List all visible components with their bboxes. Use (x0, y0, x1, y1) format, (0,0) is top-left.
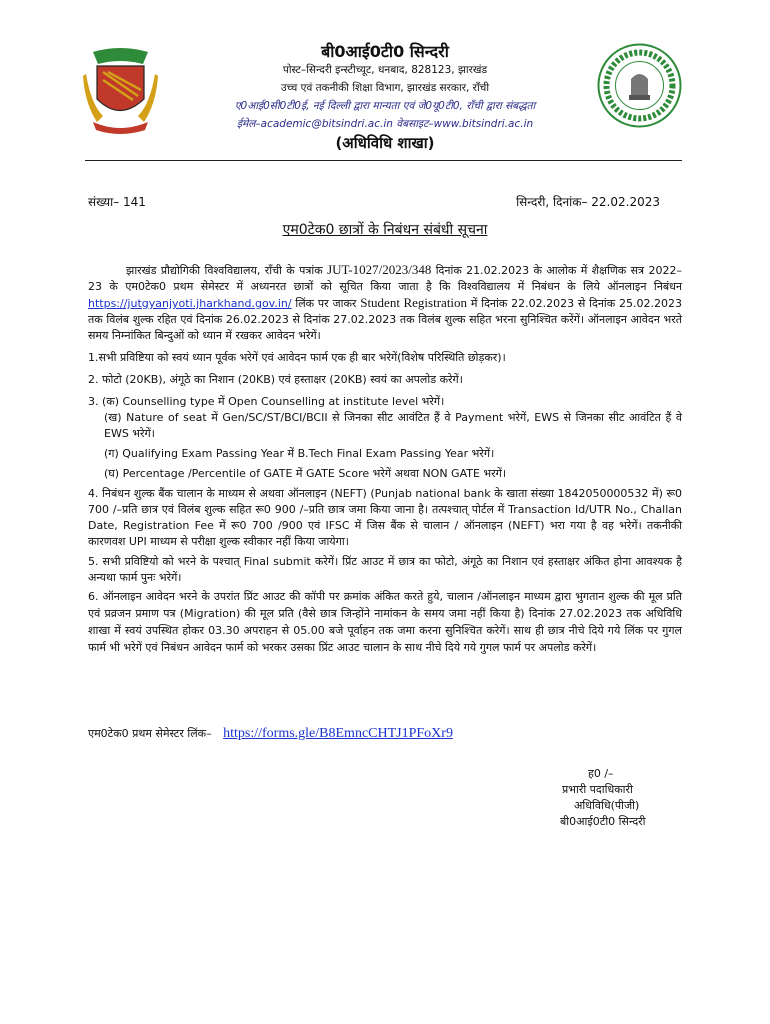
letter-number: संख्या– 141 (88, 195, 146, 209)
instruction-3a: 3. (क) Counselling type में Open Counselling at institute level भरेगें। (88, 395, 445, 408)
instruction-3d: (घ) Percentage /Percentile of GATE में GATE Score भरेगें अथवा NON GATE भरगें। (104, 467, 507, 480)
signature-block (560, 766, 680, 830)
subject-heading: एम0टेक0 छात्रों के निबंधन संबंधी सूचना (282, 222, 488, 238)
intro-text-d: में दिनांक 22.02.2023 से दिनांक 25.02.2023 तक विलंब शुल्क रहित एवं दिनांक 26.02.2023 से दिनांक 27.02.2023 तक विलंब शुल्क सहित भरना सुनिश्चित करेंगें। ऑनलाइन आवेदन भरते समय निम्नांकित बिन्दुओं को ध्यान में रखकर आवेदन भरेगें। (88, 297, 682, 342)
registration-portal-link[interactable]: https://jutgyanjyoti.jharkhand.gov.in/ (88, 297, 292, 310)
department-line: उच्च एवं तकनीकी शिक्षा विभाग, झारखंड सरकार, राँची (280, 82, 490, 94)
instruction-5: 5. सभी प्रविष्टियो को भरने के पश्चात् Final submit करेगें। प्रिंट आउट में छात्र का फोटो, अंगूठे का निशान एवं हस्ताक्षर अंकित होना आवश्यक है अन्यथा फार्म पुनः भरेगें। (88, 555, 682, 584)
instruction-4: 4. निबंधन शुल्क बैंक चालान के माध्यम से अथवा ऑनलाइन (NEFT) (Punjab national bank के खाता संख्या 1842050000532 में) रू0 700 /–प्रति छात्र एवं विलंब शुल्क सहित रू0 900 /–प्रति छात्र जमा किया जाना है। तत्पश्चात् पोर्टल में Transaction Id/UTR No., Challan Date, Registration Fee में रू0 700 /900 एवं IFSC में जिस बैंक से चालान / ऑनलाइन (NEFT) भरा गया है वह भरेगें। तकनीकी कारणवश UPI माध्यम से परीक्षा शुल्क स्वीकार नहीं किया जायेगा। (88, 487, 682, 548)
signature-mark: ह0 /– (588, 767, 614, 780)
institute-name: बी0आई0टी0 सिन्दरी (321, 42, 449, 61)
form-link-line (88, 726, 453, 742)
intro-paragraph (88, 262, 682, 344)
institute-address: पोस्ट–सिन्दरी इन्स्टीच्यूट, धनबाद, 828123, झारखंड (282, 64, 488, 76)
letter-date: सिन्दरी, दिनांक– 22.02.2023 (516, 195, 660, 209)
notice-body (88, 262, 682, 656)
intro-text-b: दिनांक 21.02.2023 के आलोक में शैक्षणिक सत्र 2022–23 के एम0टेक0 प्रथम सेमेस्टर में अध्यनरत छात्रों को सूचित किया जाता है कि विश्वविद्यालय में निबंधन के लिये ऑनलाइन निबंधन (88, 264, 682, 293)
instruction-3c: (ग) Qualifying Exam Passing Year में B.Tech Final Exam Passing Year भरेगें। (104, 447, 495, 460)
signature-institute: बी0आई0टी0 सिन्दरी (560, 815, 646, 828)
affiliation-line: ए0आई0सी0टी0ई, नई दिल्ली द्वारा मान्यता एवं जे0यू0टी0, राँची द्वारा संबद्धता (234, 100, 536, 112)
header-divider (85, 160, 682, 161)
form-link-label: एम0टेक0 प्रथम सेमेस्टर लिंक– (88, 727, 212, 740)
google-form-link[interactable]: https://forms.gle/B8EmncCHTJ1PFoXr9 (223, 726, 453, 741)
letter-reference: JUT-1027/2023/348 (327, 262, 432, 277)
branch-name: (अधिविधि शाखा) (335, 134, 435, 152)
instruction-6: 6. ऑनलाइन आवेदन भरने के उपरांत प्रिंट आउट की कॉपी पर क्रमांक अंकित करते हुये, चालान /ऑनलाइन माध्यम द्वारा भुगतान शुल्क की मूल प्रति एवं प्रव्रजन प्रमाण पत्र (Migration) की मूल प्रति (वैसे छात्र जिन्होंने नामांकन के समय जमा नहीं किया है) दिनांक 27.02.2023 तक अधिविधि शाखा में स्वयं उपस्थित होकर 03.30 अपराहन से 05.00 बजे पूर्वाहन तक जमा करना सुनिश्चित करेगें। साथ ही छात्र नीचे दिये गये लिंक पर गुगल फार्म भी भरेगें एवं निबंधन आवेदन फार्म को भरकर उसका प्रिंट आउट चालान के साथ नीचे दिये गये गुगल फार्म पर अपलोड करेगें। (88, 590, 682, 654)
instruction-2: 2. फोटो (20KB), अंगूठे का निशान (20KB) एवं हस्ताक्षर (20KB) स्वयं का अपलोड करेगें। (88, 373, 463, 386)
intro-text-a: झारखंड प्रौद्योगिकी विश्वविद्यालय, राँची के पत्रांक (126, 264, 328, 277)
instruction-1: 1.सभी प्रविष्टिया को स्वयं ध्यान पूर्वक भरेगें एवं आवेदन फार्म एक ही बार भरेगें(विशेष परिस्थिति छोड़कर)। (88, 351, 506, 364)
student-registration-label: Student Registration (360, 295, 468, 310)
intro-text-c: लिंक पर जाकर (291, 297, 361, 310)
instruction-3b: (ख) Nature of seat में Gen/SC/ST/BCI/BCII से जिनका सीट आवंटित हैं वे Payment भरेगें, EWS से जिनका सीट आवंटित हैं वे EWS भरेगें। (104, 411, 682, 440)
signature-designation: प्रभारी पदाधिकारी (562, 783, 633, 796)
contact-line: ईमेल–academic@bitsindri.ac.in वेबसाइट–www.bitsindri.ac.in (236, 118, 534, 130)
signature-section: अधिविधि(पीजी) (574, 799, 640, 812)
